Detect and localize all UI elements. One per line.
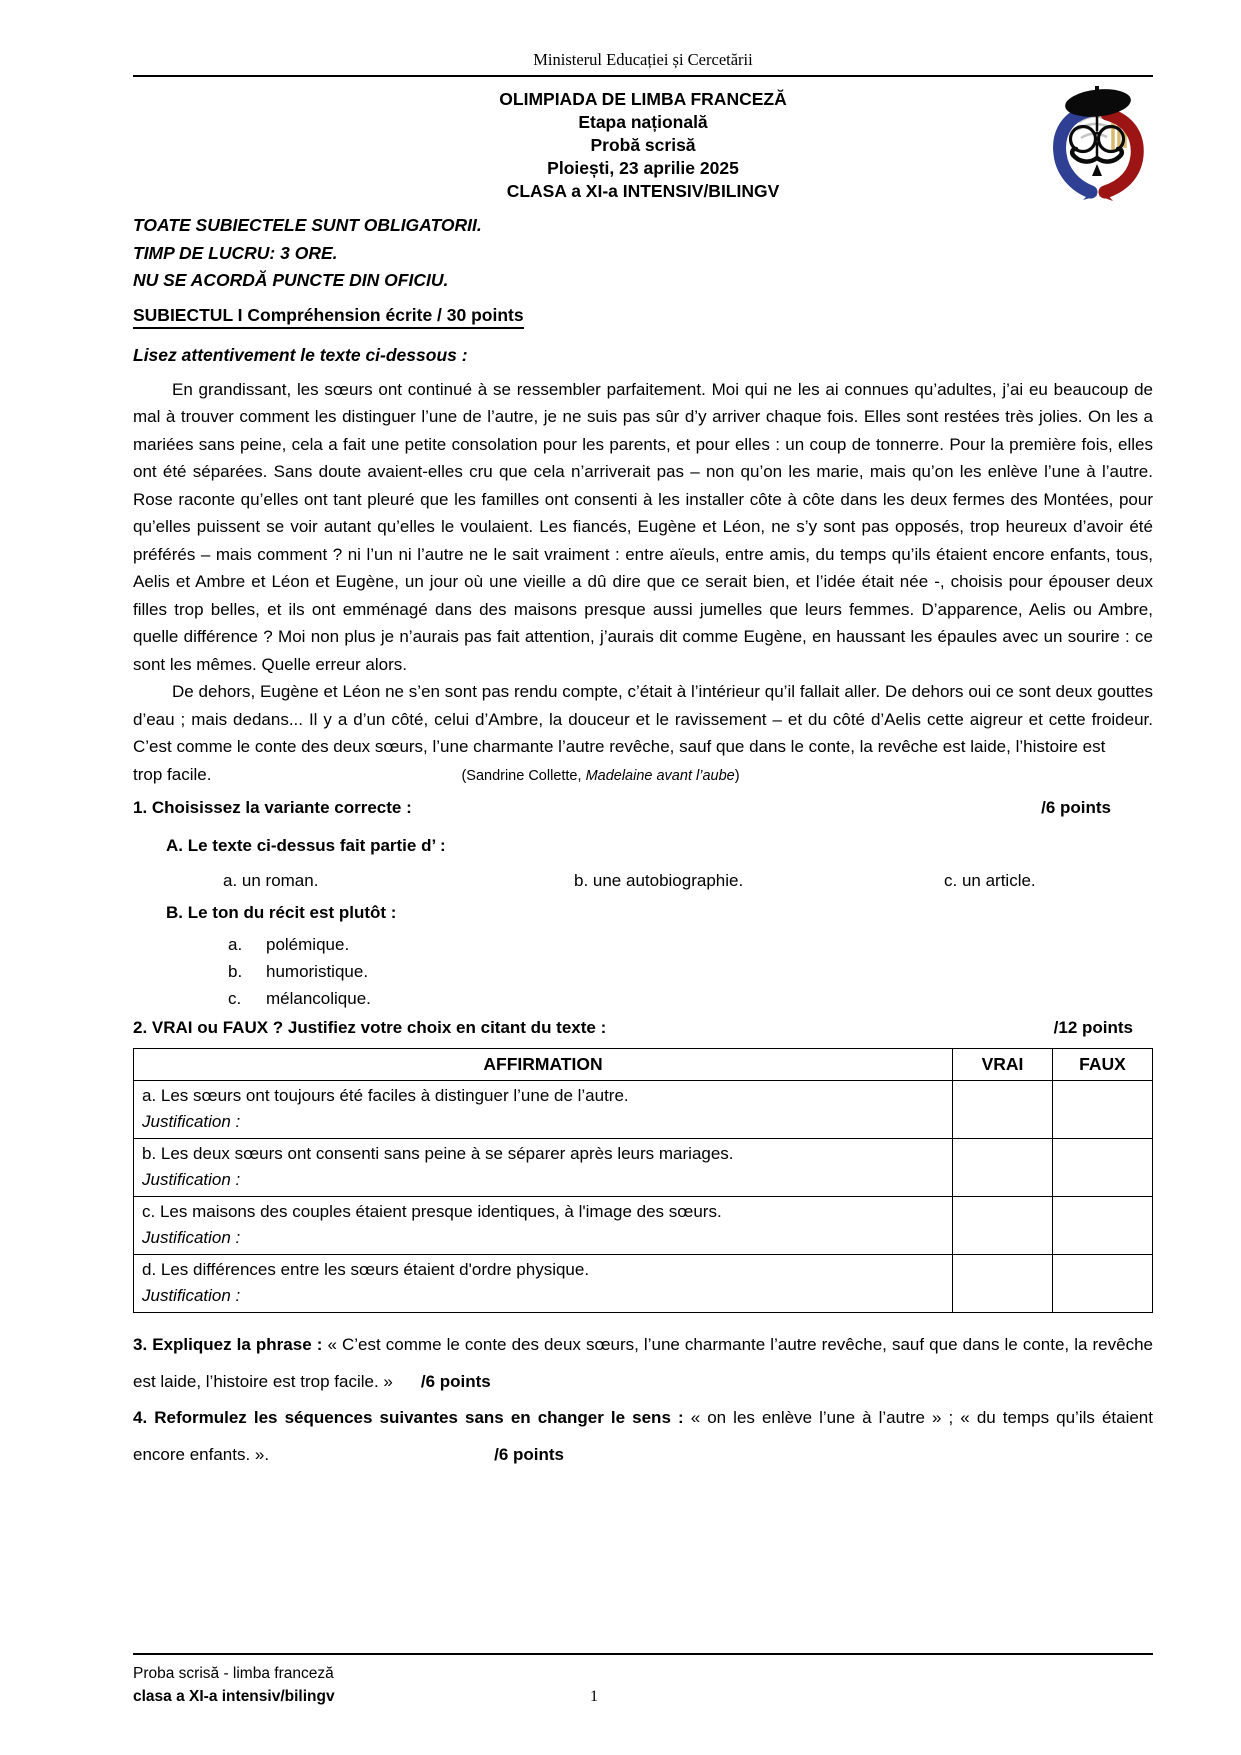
reading-text <box>133 376 1153 791</box>
goatee <box>1092 164 1102 176</box>
table-row-c <box>134 1197 1153 1255</box>
option-1b-c <box>228 985 1153 1012</box>
title-line-4: Ploiești, 23 aprilie 2025 <box>547 158 739 178</box>
justification-label-d: Justification : <box>142 1285 241 1305</box>
vrai-faux-table <box>133 1048 1153 1313</box>
title-line-2: Etapa națională <box>578 112 708 132</box>
option-1b-b <box>228 958 1153 985</box>
question-3-label: 3. Expliquez la phrase : <box>133 1335 323 1354</box>
question-2-points: /12 points <box>1053 1018 1133 1037</box>
question-1-points: /6 points <box>1041 798 1111 817</box>
question-3 <box>133 1327 1153 1400</box>
notice-block <box>133 212 1153 295</box>
question-2-label: 2. VRAI ou FAUX ? Justifiez votre choix en citant du texte : <box>133 1018 607 1037</box>
subject-heading-text: SUBIECTUL I Compréhension écrite / 30 points <box>133 304 524 329</box>
faux-cell-d <box>1053 1255 1153 1313</box>
justification-label-c: Justification : <box>142 1227 241 1247</box>
option-1b-a <box>228 931 1153 958</box>
question-1b-heading: B. Le ton du récit est plutôt : <box>166 903 397 922</box>
ministry-header: Ministerul Educației și Cercetării <box>533 50 753 69</box>
question-1-label: 1. Choisissez la variante correcte : <box>133 798 412 817</box>
source-close-paren: ) <box>734 767 740 784</box>
faux-cell-a <box>1053 1081 1153 1139</box>
title-line-5: CLASA a XI-a INTENSIV/BILINGV <box>506 181 780 201</box>
faux-cell-c <box>1053 1197 1153 1255</box>
source-title: Madelaine avant l’aube <box>585 767 735 784</box>
option-1a-c: c. un article. <box>944 871 1036 890</box>
affirmation-cell-c <box>134 1197 953 1255</box>
footer-class: clasa a XI-a intensiv/bilingv <box>133 1688 335 1705</box>
question-3-points: /6 points <box>420 1371 491 1391</box>
vrai-cell-b <box>953 1139 1053 1197</box>
faux-cell-b <box>1053 1139 1153 1197</box>
source-author: (Sandrine Collette, <box>461 767 586 784</box>
page-footer <box>133 1653 1153 1708</box>
table-header-affirmation: AFFIRMATION <box>134 1049 953 1081</box>
option-1a-a: a. un roman. <box>223 871 319 890</box>
table-row-b <box>134 1139 1153 1197</box>
header-rule <box>133 75 1153 77</box>
reading-paragraph-2: De dehors, Eugène et Léon ne s’en sont pas rendu compte, c’était à l’intérieur qu’il fallait aller. De dehors oui ce sont deux gouttes d’eau ; mais dedans... Il y a d’un côté, celui d’Ambre, la douceur et le ravissement – et du côté d’Aelis cette aigreur et cette froideur. C’est comme le conte des deux sœurs, l’une charmante l’autre revêche, sauf que dans le conte, la revêche est laide, l’histoire est <box>133 682 1153 756</box>
option-1a-b: b. une autobiographie. <box>574 871 744 890</box>
title-line-1: OLIMPIADA DE LIMBA FRANCEZĂ <box>499 89 787 109</box>
affirmation-text-b: b. Les deux sœurs ont consenti sans peine à se séparer après leurs mariages. <box>142 1144 734 1163</box>
question-4-text: « on les enlève l’une à l’autre » ; « du temps qu’ils étaient encore enfants. ». <box>133 1408 1153 1464</box>
title-line-3: Probă scrisă <box>590 135 696 155</box>
affirmation-cell-b <box>134 1139 953 1197</box>
question-1b-options <box>133 931 1153 1012</box>
question-4-label: 4. Reformulez les séquences suivantes sans en changer le sens : <box>133 1408 684 1427</box>
justification-label-b: Justification : <box>142 1169 241 1189</box>
option-1b-a-text: polémique. <box>266 935 350 954</box>
question-1a-heading: A. Le texte ci-dessus fait partie d’ : <box>166 836 446 855</box>
option-1b-c-text: mélancolique. <box>266 989 371 1008</box>
affirmation-text-c: c. Les maisons des couples étaient presque identiques, à l'image des sœurs. <box>142 1202 722 1221</box>
french-mascot-logo <box>1043 84 1153 206</box>
question-2-heading-row <box>133 1014 1153 1042</box>
affirmation-text-a: a. Les sœurs ont toujours été faciles à distinguer l’une de l’autre. <box>142 1086 629 1105</box>
notice-line-1: TOATE SUBIECTELE SUNT OBLIGATORII. <box>133 215 482 235</box>
option-1b-b-text: humoristique. <box>266 962 369 981</box>
affirmation-cell-d <box>134 1255 953 1313</box>
reading-paragraph-1: En grandissant, les sœurs ont continué à se ressembler parfaitement. Moi qui ne les ai connues qu’adultes, j’ai eu beaucoup de mal à trouver comment les distinguer l’une de l’autre, je ne suis pas sûr d’y arriver chaque fois. Elles sont restées très jolies. On les a mariées sans peine, cela a fait une petite consolation pour les parents, et pour elles : un coup de tonnerre. Pour la première fois, elles ont été séparées. Sans doute avaient-elles cru que cela n’arriverait pas – non qu’on les marie, mais qu’on les enlève l’une à l’autre. Rose raconte qu’elles ont tant pleuré que les familles ont consenti à les installer côte à côte dans les deux fermes des Montées, pour qu’elles puissent se voir autant qu’elles le voulaient. Les fiancés, Eugène et Léon, ne s’y sont pas opposés, trop heureux d’avoir été préférés – mais comment ? ni l’un ni l’autre ne le sait vraiment : entre aïeuls, entre amis, du temps qu’ils étaient encore enfants, tous, Aelis et Ambre et Léon et Eugène, un jour où une vieille a dû dire que ce serait bien, et l’idée était née -, choisis pour épouser deux filles trop belles, et ils ont emménagé dans des maisons presque aussi jumelles que leurs femmes. D’apparence, Aelis ou Ambre, quelle différence ? Moi non plus je n’aurais pas fait attention, j’aurais dit comme Eugène, en haussant les épaules avec un sourire : ce sont les mêmes. Quelle erreur alors. <box>133 379 1153 674</box>
subject-heading <box>133 302 1153 329</box>
vrai-cell-a <box>953 1081 1053 1139</box>
question-3-text: « C’est comme le conte des deux sœurs, l’une charmante l’autre revêche, sauf que dans le conte, la revêche est laide, l’histoire est trop facile. » <box>133 1335 1153 1391</box>
table-header-row <box>134 1049 1153 1081</box>
table-row-a <box>134 1081 1153 1139</box>
question-1a-options <box>133 867 1153 895</box>
footer-exam-name: Proba scrisă - limba franceză <box>133 1665 334 1682</box>
question-1-heading-row <box>133 794 1153 822</box>
footer-page-number: 1 <box>590 1688 598 1705</box>
option-1b-b-marker: b. <box>228 962 243 981</box>
vrai-cell-c <box>953 1197 1053 1255</box>
paragraph-2-end: trop facile. <box>133 764 212 784</box>
reading-instruction: Lisez attentivement le texte ci-dessous : <box>133 344 468 365</box>
title-block <box>133 88 1153 203</box>
table-header-vrai: VRAI <box>953 1049 1053 1081</box>
question-4-points: /6 points <box>494 1444 564 1464</box>
reading-paragraph-2-lastline <box>133 761 1153 791</box>
affirmation-text-d: d. Les différences entre les sœurs étaient d'ordre physique. <box>142 1260 590 1279</box>
question-4 <box>133 1400 1153 1473</box>
notice-line-3: NU SE ACORDĂ PUNCTE DIN OFICIU. <box>133 270 449 290</box>
option-1b-a-marker: a. <box>228 935 243 954</box>
notice-line-2: TIMP DE LUCRU: 3 ORE. <box>133 242 338 263</box>
vrai-cell-d <box>953 1255 1053 1313</box>
text-source <box>461 768 739 784</box>
table-header-faux: FAUX <box>1053 1049 1153 1081</box>
justification-label-a: Justification : <box>142 1111 241 1131</box>
affirmation-cell-a <box>134 1081 953 1139</box>
table-row-d <box>134 1255 1153 1313</box>
option-1b-c-marker: c. <box>228 989 242 1008</box>
